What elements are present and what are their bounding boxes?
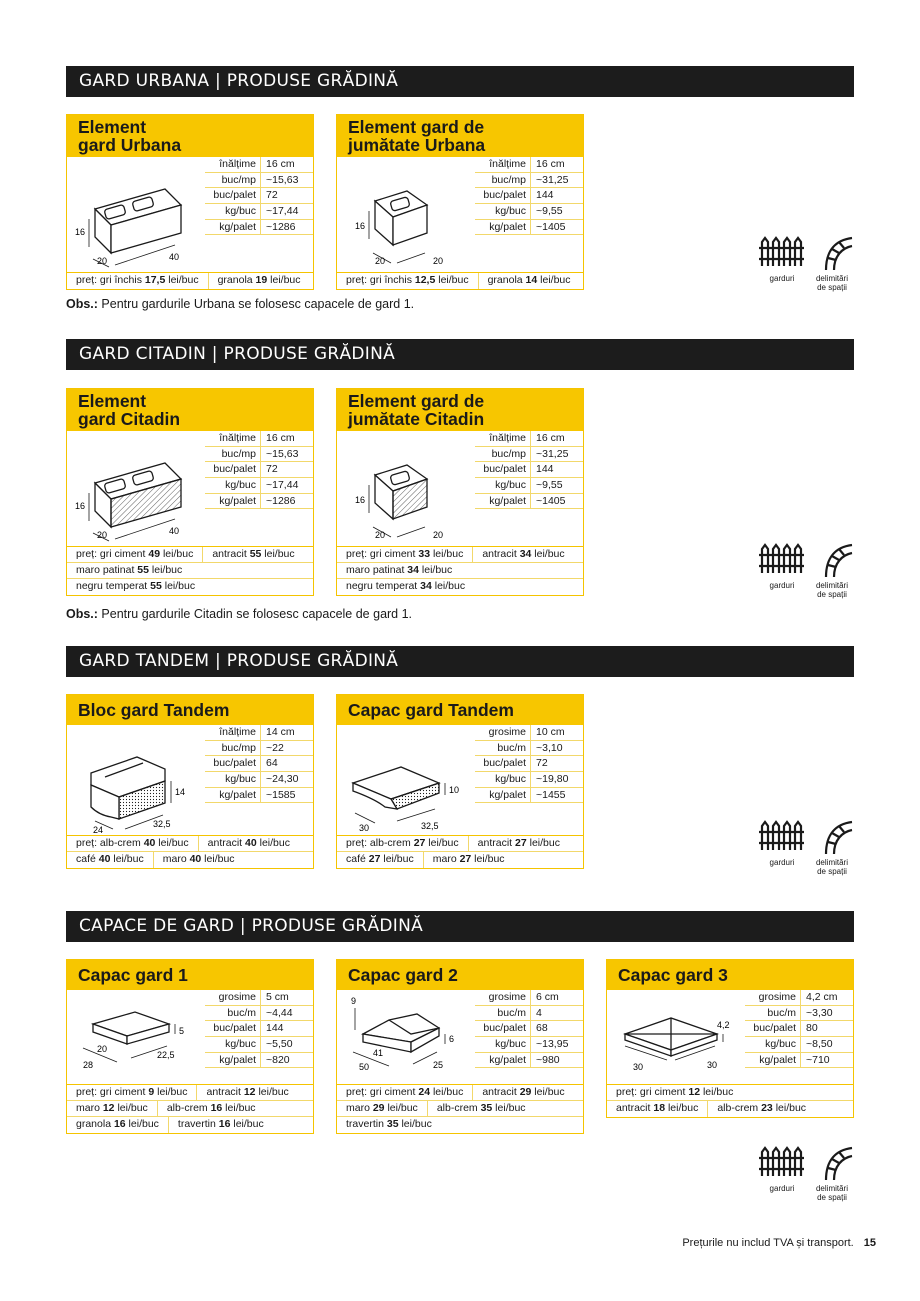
svg-text:50: 50 <box>359 1062 370 1072</box>
svg-text:22,5: 22,5 <box>157 1050 175 1060</box>
price-list: preț: gri ciment 12 lei/buc antracit 18 lei/buc alb-crem 23 lei/buc <box>607 1084 853 1117</box>
svg-text:20: 20 <box>375 256 386 266</box>
half-block-drawing <box>341 435 471 541</box>
svg-text:10: 10 <box>449 785 460 795</box>
card-body <box>67 431 313 546</box>
block-drawing <box>71 435 201 541</box>
fence-icon <box>759 1148 804 1176</box>
svg-text:25: 25 <box>433 1060 444 1070</box>
card-title: Capac gard 1 <box>67 960 313 990</box>
svg-text:5: 5 <box>179 1026 185 1036</box>
price-list: preț: alb-crem 40 lei/buc antracit 40 lei/buc café 40 lei/buc maro 40 lei/buc <box>67 835 313 868</box>
cap3-drawing <box>611 994 741 1084</box>
fence-icon <box>759 822 804 850</box>
svg-text:24: 24 <box>93 825 104 835</box>
tandem-block-drawing <box>71 729 201 835</box>
border-icon <box>826 238 852 270</box>
card-body <box>67 990 313 1084</box>
block-drawing <box>71 161 201 267</box>
section-title-citadin: GARD CITADIN | PRODUSE GRĂDINĂ <box>66 339 854 370</box>
card-title: Element gard Citadin <box>67 389 313 431</box>
spec-table: înălțime 16 cm buc/mp ~31,25 buc/palet 144 kg/buc ~9,55 kg/palet ~1405 <box>475 157 583 235</box>
card-body <box>337 157 583 272</box>
border-icon <box>826 1148 852 1180</box>
half-block-drawing <box>341 161 471 267</box>
svg-text:20: 20 <box>97 530 108 540</box>
card-body <box>67 725 313 835</box>
price-list: preț: gri ciment 49 lei/buc antracit 55 lei/buc maro patinat 55 lei/buc negru temperat 55 lei/buc <box>67 546 313 595</box>
spec-table: înălțime 16 cm buc/mp ~15,63 buc/palet 72 kg/buc ~17,44 kg/palet ~1286 <box>205 431 313 509</box>
cap1-drawing <box>71 994 201 1084</box>
spec-row: înălțime 16 cm <box>205 157 313 173</box>
price-list: preț: gri ciment 24 lei/buc antracit 29 lei/buc maro 29 lei/buc alb-crem 35 lei/buc travertin 35 lei/buc <box>337 1084 583 1133</box>
svg-text:40: 40 <box>169 526 180 536</box>
spec-table: grosime 6 cm buc/m 4 buc/palet 68 kg/buc ~13,95 kg/palet ~980 <box>475 990 583 1068</box>
cap2-drawing <box>341 994 471 1084</box>
price-list <box>67 272 313 289</box>
card-title <box>67 115 313 157</box>
product-card-half-element-citadin <box>336 388 584 596</box>
svg-text:32,5: 32,5 <box>153 819 171 829</box>
svg-text:9: 9 <box>351 996 357 1006</box>
note-urbana: Obs.: Pentru gardurile Urbana se folosesc capacele de gard 1. <box>66 297 415 311</box>
spec-table: înălțime 14 cm buc/mp ~22 buc/palet 64 kg/buc ~24,30 kg/palet ~1585 <box>205 725 313 803</box>
fence-icon <box>756 230 856 276</box>
border-icon <box>826 822 852 854</box>
price-list: preț: alb-crem 27 lei/buc antracit 27 lei/buc café 27 lei/buc maro 27 lei/buc <box>337 835 583 868</box>
card-title-line2: gard Urbana <box>78 135 182 155</box>
svg-text:20: 20 <box>97 1044 108 1054</box>
product-card-capac-gard-3 <box>606 959 854 1118</box>
svg-text:32,5: 32,5 <box>421 821 439 831</box>
page-footer <box>682 1237 876 1249</box>
section-title-capace: CAPACE DE GARD | PRODUSE GRĂDINĂ <box>66 911 854 942</box>
note-citadin: Obs.: Pentru gardurile Citadin se folosesc capacele de gard 1. <box>66 607 413 621</box>
product-card-capac-tandem <box>336 694 584 869</box>
product-card-element-citadin <box>66 388 314 596</box>
card-title: Bloc gard Tandem <box>67 695 313 725</box>
spec-table: grosime 10 cm buc/m ~3,10 buc/palet 72 kg/buc ~19,80 kg/palet ~1455 <box>475 725 583 803</box>
spec-row: kg/buc ~17,44 <box>205 204 313 220</box>
product-card-capac-gard-1 <box>66 959 314 1134</box>
card-title: Capac gard 2 <box>337 960 583 990</box>
footer-note: Prețurile nu includ TVA și transport. <box>682 1237 854 1249</box>
card-body <box>607 990 853 1084</box>
spec-table: grosime 5 cm buc/m ~4,44 buc/palet 144 kg/buc ~5,50 kg/palet ~820 <box>205 990 313 1068</box>
svg-text:20: 20 <box>375 530 386 540</box>
svg-text:20: 20 <box>433 530 444 540</box>
price-list: preț: gri ciment 33 lei/buc antracit 34 lei/buc maro patinat 34 lei/buc negru temperat 34 lei/buc <box>337 546 583 595</box>
usage-icons <box>756 230 856 292</box>
spec-row: buc/mp ~15,63 <box>205 173 313 189</box>
card-title-line1: Element <box>78 117 147 137</box>
svg-text:6: 6 <box>449 1034 455 1044</box>
section-title-tandem: GARD TANDEM | PRODUSE GRĂDINĂ <box>66 646 854 677</box>
svg-text:41: 41 <box>373 1048 384 1058</box>
product-card-bloc-tandem <box>66 694 314 869</box>
card-title: Capac gard 3 <box>607 960 853 990</box>
card-title: Element gard de jumătate Urbana <box>337 115 583 157</box>
product-card-element-urbana <box>66 114 314 290</box>
usage-icons: garduri delimitări de spații <box>756 537 856 599</box>
dim-height: 16 <box>75 227 86 237</box>
price-list: preț: gri închis 12,5 lei/buc granola 14 lei/buc <box>337 272 583 289</box>
usage-icons: garduri delimitări de spații <box>756 814 856 876</box>
svg-text:28: 28 <box>83 1060 94 1070</box>
spec-table: grosime 4,2 cm buc/m ~3,30 buc/palet 80 kg/buc ~8,50 kg/palet ~710 <box>745 990 853 1068</box>
svg-text:30: 30 <box>359 823 370 833</box>
svg-text:14: 14 <box>175 787 186 797</box>
product-card-half-element-urbana <box>336 114 584 290</box>
icon-label-garduri: garduri <box>769 274 795 283</box>
card-body <box>337 725 583 835</box>
border-icon <box>826 545 852 577</box>
icon-label-delimitari: delimitări de spații <box>815 274 848 292</box>
card-title: Capac gard Tandem <box>337 695 583 725</box>
card-body <box>337 990 583 1084</box>
price-row: preț: gri închis 17,5 lei/buc granola 19 lei/buc <box>67 273 313 289</box>
svg-text:30: 30 <box>707 1060 718 1070</box>
fence-icon <box>759 545 804 573</box>
page-number: 15 <box>863 1237 876 1249</box>
spec-table: înălțime 16 cm buc/mp ~31,25 buc/palet 144 kg/buc ~9,55 kg/palet ~1405 <box>475 431 583 509</box>
svg-text:16: 16 <box>355 495 366 505</box>
spec-table <box>205 157 313 235</box>
spec-row: kg/palet ~1286 <box>205 220 313 236</box>
price-list: preț: gri ciment 9 lei/buc antracit 12 lei/buc maro 12 lei/buc alb-crem 16 lei/buc granola 16 lei/buc travertin 16 lei/buc <box>67 1084 313 1133</box>
usage-icons: garduri delimitări de spații <box>756 1140 856 1202</box>
tandem-cap-drawing <box>341 729 471 833</box>
card-body <box>67 157 313 272</box>
svg-text:30: 30 <box>633 1062 644 1072</box>
card-title: Element gard de jumătate Citadin <box>337 389 583 431</box>
dim-width: 20 <box>97 256 108 266</box>
section-title-urbana: GARD URBANA | PRODUSE GRĂDINĂ <box>66 66 854 97</box>
svg-text:16: 16 <box>75 501 86 511</box>
svg-text:4,2: 4,2 <box>717 1020 730 1030</box>
spec-row: buc/palet 72 <box>205 188 313 204</box>
card-body <box>337 431 583 546</box>
svg-text:20: 20 <box>433 256 444 266</box>
svg-text:16: 16 <box>355 221 366 231</box>
product-card-capac-gard-2 <box>336 959 584 1134</box>
dim-length: 40 <box>169 252 180 262</box>
